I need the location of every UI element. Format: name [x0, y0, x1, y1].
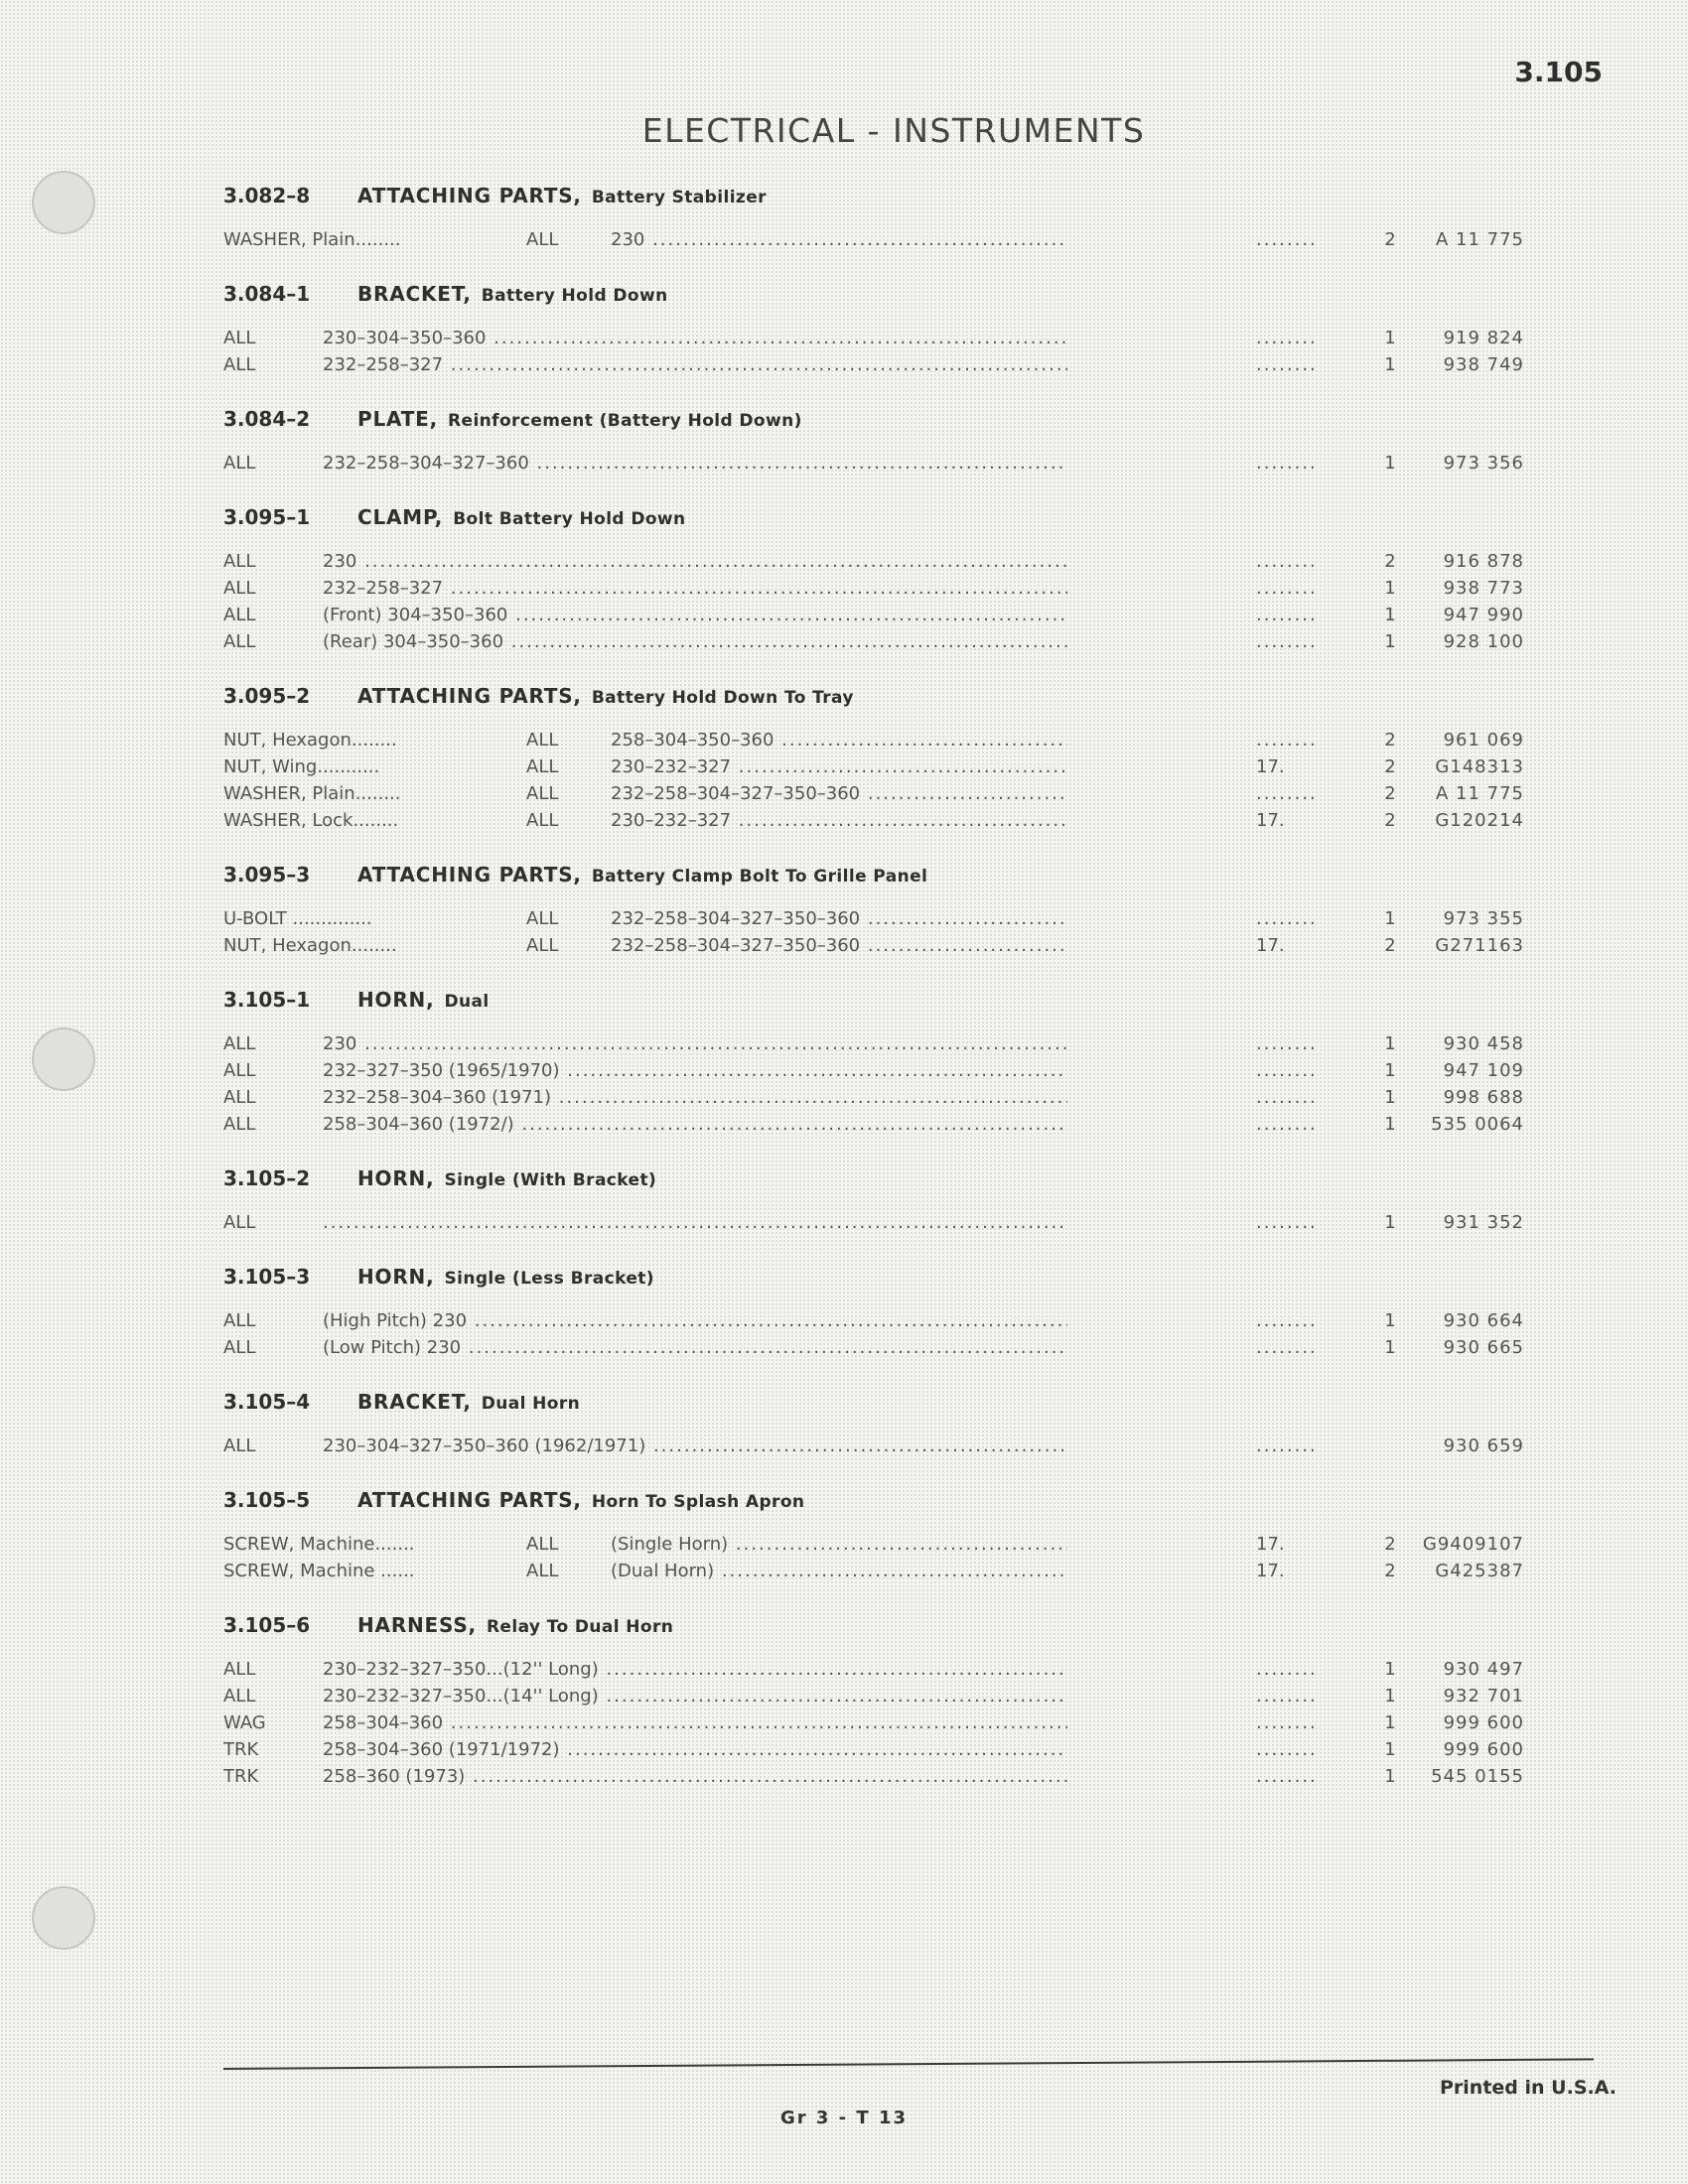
part-number: 961 069	[1443, 730, 1524, 751]
section-heading	[223, 1161, 1554, 1195]
part-row	[223, 1084, 1554, 1111]
printed-in-label: Printed in U.S.A.	[1440, 2077, 1617, 2099]
quantity: 1	[1384, 1766, 1396, 1787]
section-3-095-3	[223, 858, 1554, 959]
section-code: 3.095–2	[223, 684, 311, 708]
section-3-084-1	[223, 277, 1554, 378]
section-heading	[223, 983, 1554, 1017]
part-name: NUT, Hexagon........	[223, 935, 397, 956]
quantity: 1	[1384, 1337, 1396, 1358]
dot-leader: ........	[1256, 730, 1318, 751]
section-3-095-1	[223, 500, 1554, 655]
part-number: 947 990	[1443, 605, 1524, 625]
section-code: 3.105–2	[223, 1166, 311, 1190]
part-number: 916 878	[1443, 551, 1524, 572]
part-number: 998 688	[1443, 1087, 1524, 1108]
model-code: ALL	[223, 1060, 256, 1081]
dot-leader: ........	[1256, 631, 1318, 652]
section-heading	[223, 179, 1554, 212]
application-description: 232–327–350 (1965/1970) .....	[323, 1057, 1067, 1084]
dot-leader: ........	[1256, 1435, 1318, 1456]
quantity: 1	[1384, 1114, 1396, 1135]
application-description	[323, 1209, 1067, 1236]
model-code: ALL	[526, 1561, 559, 1581]
section-description: Reinforcement (Battery Hold Down)	[448, 411, 802, 431]
binder-hole-top	[32, 171, 95, 234]
dot-leader: ........	[1256, 605, 1318, 625]
section-code: 3.084–2	[223, 407, 311, 431]
model-code: ALL	[526, 783, 559, 804]
quantity: 2	[1384, 1561, 1396, 1581]
page-number: 3.105	[1514, 56, 1603, 88]
part-number: 930 664	[1443, 1310, 1524, 1331]
part-name: U-BOLT ..............	[223, 908, 372, 929]
section-heading	[223, 1608, 1554, 1642]
footer-rule	[223, 2058, 1594, 2070]
application-description: 230–232–327–350...(12'' Long) .....	[323, 1656, 1067, 1683]
part-row	[223, 1736, 1554, 1763]
section-name: BRACKET,	[357, 282, 472, 306]
section-3-105-5	[223, 1483, 1554, 1584]
dot-leader: ........	[1256, 1686, 1318, 1706]
part-row	[223, 727, 1554, 753]
application-description: (Front) 304–350–360 .....	[323, 602, 1067, 628]
section-3-105-1	[223, 983, 1554, 1138]
quantity: 2	[1384, 935, 1396, 956]
section-heading	[223, 1385, 1554, 1419]
part-number: 999 600	[1443, 1739, 1524, 1760]
model-code: ALL	[526, 935, 559, 956]
model-code: ALL	[526, 756, 559, 777]
reference-number: 17.	[1256, 810, 1285, 831]
section-3-105-6	[223, 1608, 1554, 1790]
part-row	[223, 1433, 1554, 1459]
quantity: 1	[1384, 1310, 1396, 1331]
quantity: 1	[1384, 1686, 1396, 1706]
part-row	[223, 1683, 1554, 1709]
section-name: ATTACHING PARTS,	[357, 684, 582, 708]
section-description: Single (Less Bracket)	[444, 1269, 654, 1289]
part-row	[223, 1057, 1554, 1084]
model-code: ALL	[526, 730, 559, 751]
quantity: 2	[1384, 229, 1396, 250]
quantity: 1	[1384, 578, 1396, 599]
dot-leader: ........	[1256, 551, 1318, 572]
section-heading	[223, 679, 1554, 713]
section-heading	[223, 277, 1554, 311]
dot-leader: ........	[1256, 328, 1318, 348]
model-code: ALL	[223, 1114, 256, 1135]
application-description: 230–232–327–350...(14'' Long) .....	[323, 1683, 1067, 1709]
quantity: 2	[1384, 551, 1396, 572]
part-row	[223, 1709, 1554, 1736]
application-description: (High Pitch) 230 .....	[323, 1307, 1067, 1334]
model-code: ALL	[223, 1033, 256, 1054]
part-number: 973 355	[1443, 908, 1524, 929]
application-description: 230 .....	[323, 548, 1067, 575]
application-description: 232–258–304–327–350–360 .....	[611, 932, 1067, 959]
model-code: ALL	[223, 1310, 256, 1331]
part-number: 932 701	[1443, 1686, 1524, 1706]
section-3-084-2	[223, 402, 1554, 477]
part-name: SCREW, Machine ......	[223, 1561, 415, 1581]
reference-number: 17.	[1256, 756, 1285, 777]
application-description: 230 .....	[611, 226, 1067, 253]
application-description: 232–258–304–360 (1971) .....	[323, 1084, 1067, 1111]
quantity: 1	[1384, 1033, 1396, 1054]
dot-leader: ........	[1256, 1033, 1318, 1054]
section-heading	[223, 1483, 1554, 1517]
section-code: 3.105–6	[223, 1613, 311, 1637]
quantity: 1	[1384, 1212, 1396, 1233]
dot-leader: ........	[1256, 1739, 1318, 1760]
application-description: 232–258–304–327–350–360 .....	[611, 905, 1067, 932]
model-code: ALL	[223, 328, 256, 348]
quantity: 1	[1384, 1712, 1396, 1733]
section-description: Bolt Battery Hold Down	[453, 509, 686, 529]
section-description: Battery Hold Down	[481, 286, 668, 306]
model-code: TRK	[223, 1739, 259, 1760]
part-row	[223, 932, 1554, 959]
part-number: 930 665	[1443, 1337, 1524, 1358]
part-number: G271163	[1435, 935, 1524, 956]
application-description: 230–232–327 .....	[611, 753, 1067, 780]
application-description: 258–304–350–360 .....	[611, 727, 1067, 753]
part-row	[223, 325, 1554, 351]
part-row	[223, 1030, 1554, 1057]
part-number: 930 497	[1443, 1659, 1524, 1680]
model-code: ALL	[223, 1686, 256, 1706]
section-name: ATTACHING PARTS,	[357, 184, 582, 207]
model-code: ALL	[223, 1659, 256, 1680]
section-name: HORN,	[357, 1265, 435, 1289]
model-code: ALL	[526, 810, 559, 831]
part-row	[223, 1531, 1554, 1558]
dot-leader: ........	[1256, 578, 1318, 599]
section-description: Dual Horn	[481, 1394, 581, 1414]
model-code: ALL	[223, 578, 256, 599]
dot-leader: ........	[1256, 1712, 1318, 1733]
part-number: 928 100	[1443, 631, 1524, 652]
part-name: NUT, Hexagon........	[223, 730, 397, 751]
section-description: Single (With Bracket)	[444, 1170, 657, 1190]
section-heading	[223, 402, 1554, 436]
binder-hole-middle	[32, 1027, 95, 1091]
reference-number: 17.	[1256, 935, 1285, 956]
application-description: 232–258–304–327–350–360 .....	[611, 780, 1067, 807]
section-name: ATTACHING PARTS,	[357, 1488, 582, 1512]
part-number: 930 659	[1443, 1435, 1524, 1456]
section-code: 3.095–1	[223, 505, 311, 529]
part-row	[223, 1209, 1554, 1236]
part-number: 973 356	[1443, 453, 1524, 474]
model-code: ALL	[526, 1534, 559, 1555]
quantity: 2	[1384, 756, 1396, 777]
reference-number: 17.	[1256, 1534, 1285, 1555]
model-code: ALL	[223, 1212, 256, 1233]
quantity: 2	[1384, 1534, 1396, 1555]
part-number: A 11 775	[1435, 783, 1524, 804]
dot-leader: ........	[1256, 229, 1318, 250]
part-row	[223, 450, 1554, 477]
part-row	[223, 780, 1554, 807]
part-name: WASHER, Lock........	[223, 810, 399, 831]
part-row	[223, 753, 1554, 780]
dot-leader: ........	[1256, 1087, 1318, 1108]
part-number: 919 824	[1443, 328, 1524, 348]
section-heading	[223, 1260, 1554, 1294]
part-number: G425387	[1435, 1561, 1524, 1581]
section-name: CLAMP,	[357, 505, 444, 529]
application-description: 230 .....	[323, 1030, 1067, 1057]
section-heading	[223, 858, 1554, 891]
quantity: 2	[1384, 783, 1396, 804]
application-description: (Low Pitch) 230 .....	[323, 1334, 1067, 1361]
section-3-095-2	[223, 679, 1554, 834]
application-description: 258–304–360 (1971/1972) .....	[323, 1736, 1067, 1763]
section-description: Horn To Splash Apron	[591, 1492, 805, 1512]
part-number: 947 109	[1443, 1060, 1524, 1081]
section-code: 3.082–8	[223, 184, 311, 207]
section-3-082-8	[223, 179, 1554, 253]
model-code: ALL	[223, 1087, 256, 1108]
model-code: ALL	[223, 551, 256, 572]
application-description: 232–258–304–327–360 .....	[323, 450, 1067, 477]
quantity: 1	[1384, 1060, 1396, 1081]
application-description: 230–232–327 .....	[611, 807, 1067, 834]
dot-leader: ........	[1256, 908, 1318, 929]
quantity: 1	[1384, 1659, 1396, 1680]
part-row	[223, 1334, 1554, 1361]
quantity: 1	[1384, 453, 1396, 474]
part-name: WASHER, Plain........	[223, 229, 401, 250]
application-description: 230–304–327–350–360 (1962/1971) .....	[323, 1433, 1067, 1459]
section-description: Battery Hold Down To Tray	[591, 688, 854, 708]
section-description: Dual	[444, 992, 490, 1012]
part-row	[223, 1307, 1554, 1334]
model-code: WAG	[223, 1712, 266, 1733]
quantity: 1	[1384, 1087, 1396, 1108]
section-code: 3.105–5	[223, 1488, 311, 1512]
part-number: G9409107	[1422, 1534, 1524, 1555]
quantity: 1	[1384, 328, 1396, 348]
part-row	[223, 575, 1554, 602]
section-name: HARNESS,	[357, 1613, 477, 1637]
model-code: ALL	[223, 631, 256, 652]
dot-leader: ........	[1256, 1310, 1318, 1331]
part-row	[223, 807, 1554, 834]
section-name: HORN,	[357, 1166, 435, 1190]
part-name: SCREW, Machine.......	[223, 1534, 415, 1555]
section-3-105-4	[223, 1385, 1554, 1459]
quantity: 2	[1384, 810, 1396, 831]
part-row	[223, 1763, 1554, 1790]
application-description: 258–360 (1973) .....	[323, 1763, 1067, 1790]
part-row	[223, 1111, 1554, 1138]
section-code: 3.105–4	[223, 1390, 311, 1414]
model-code: ALL	[223, 1337, 256, 1358]
application-description: 258–304–360 (1972/) .....	[323, 1111, 1067, 1138]
part-number: 931 352	[1443, 1212, 1524, 1233]
section-description: Battery Clamp Bolt To Grille Panel	[591, 867, 928, 887]
model-code: ALL	[526, 908, 559, 929]
section-3-105-3	[223, 1260, 1554, 1361]
part-row	[223, 548, 1554, 575]
dot-leader: ........	[1256, 354, 1318, 375]
part-row	[223, 905, 1554, 932]
dot-leader: ........	[1256, 1766, 1318, 1787]
parts-list	[223, 179, 1554, 1814]
dot-leader: ........	[1256, 1212, 1318, 1233]
model-code: TRK	[223, 1766, 259, 1787]
model-code: ALL	[526, 229, 559, 250]
part-number: 930 458	[1443, 1033, 1524, 1054]
dot-leader: ........	[1256, 1659, 1318, 1680]
part-number: A 11 775	[1435, 229, 1524, 250]
section-name: BRACKET,	[357, 1390, 472, 1414]
application-description: 232–258–327 .....	[323, 575, 1067, 602]
dot-leader: ........	[1256, 783, 1318, 804]
section-description: Relay To Dual Horn	[486, 1617, 674, 1637]
part-row	[223, 602, 1554, 628]
section-name: PLATE,	[357, 407, 439, 431]
reference-number: 17.	[1256, 1561, 1285, 1581]
quantity: 1	[1384, 605, 1396, 625]
quantity: 1	[1384, 354, 1396, 375]
model-code: ALL	[223, 453, 256, 474]
section-name: ATTACHING PARTS,	[357, 863, 582, 887]
model-code: ALL	[223, 1435, 256, 1456]
quantity: 1	[1384, 908, 1396, 929]
part-name: NUT, Wing...........	[223, 756, 380, 777]
part-row	[223, 226, 1554, 253]
application-description: 232–258–327 .....	[323, 351, 1067, 378]
quantity: 2	[1384, 730, 1396, 751]
section-name: HORN,	[357, 988, 435, 1012]
dot-leader: ........	[1256, 1060, 1318, 1081]
part-number: 938 749	[1443, 354, 1524, 375]
application-description: 230–304–350–360 .....	[323, 325, 1067, 351]
application-description: (Single Horn) .....	[611, 1531, 1067, 1558]
binder-hole-bottom	[32, 1886, 95, 1950]
part-number: 938 773	[1443, 578, 1524, 599]
section-code: 3.095–3	[223, 863, 311, 887]
part-number: 545 0155	[1431, 1766, 1524, 1787]
part-row	[223, 1656, 1554, 1683]
part-row	[223, 1558, 1554, 1584]
quantity: 1	[1384, 631, 1396, 652]
part-row	[223, 351, 1554, 378]
model-code: ALL	[223, 354, 256, 375]
part-number: G148313	[1435, 756, 1524, 777]
part-number: 535 0064	[1431, 1114, 1524, 1135]
section-heading	[223, 500, 1554, 534]
dot-leader: ........	[1256, 453, 1318, 474]
dot-leader: ........	[1256, 1337, 1318, 1358]
section-code: 3.105–1	[223, 988, 311, 1012]
page-title: ELECTRICAL - INSTRUMENTS	[641, 111, 1146, 150]
section-code: 3.084–1	[223, 282, 311, 306]
section-description: Battery Stabilizer	[591, 188, 767, 207]
part-number: G120214	[1435, 810, 1524, 831]
part-name: WASHER, Plain........	[223, 783, 401, 804]
section-3-105-2	[223, 1161, 1554, 1236]
section-code: 3.105–3	[223, 1265, 311, 1289]
quantity: 1	[1384, 1739, 1396, 1760]
application-description: 258–304–360 .....	[323, 1709, 1067, 1736]
dot-leader: ........	[1256, 1114, 1318, 1135]
model-code: ALL	[223, 605, 256, 625]
part-number: 999 600	[1443, 1712, 1524, 1733]
application-description: (Dual Horn) .....	[611, 1558, 1067, 1584]
part-row	[223, 628, 1554, 655]
application-description: (Rear) 304–350–360 .....	[323, 628, 1067, 655]
group-code: Gr 3 - T 13	[779, 2108, 909, 2128]
